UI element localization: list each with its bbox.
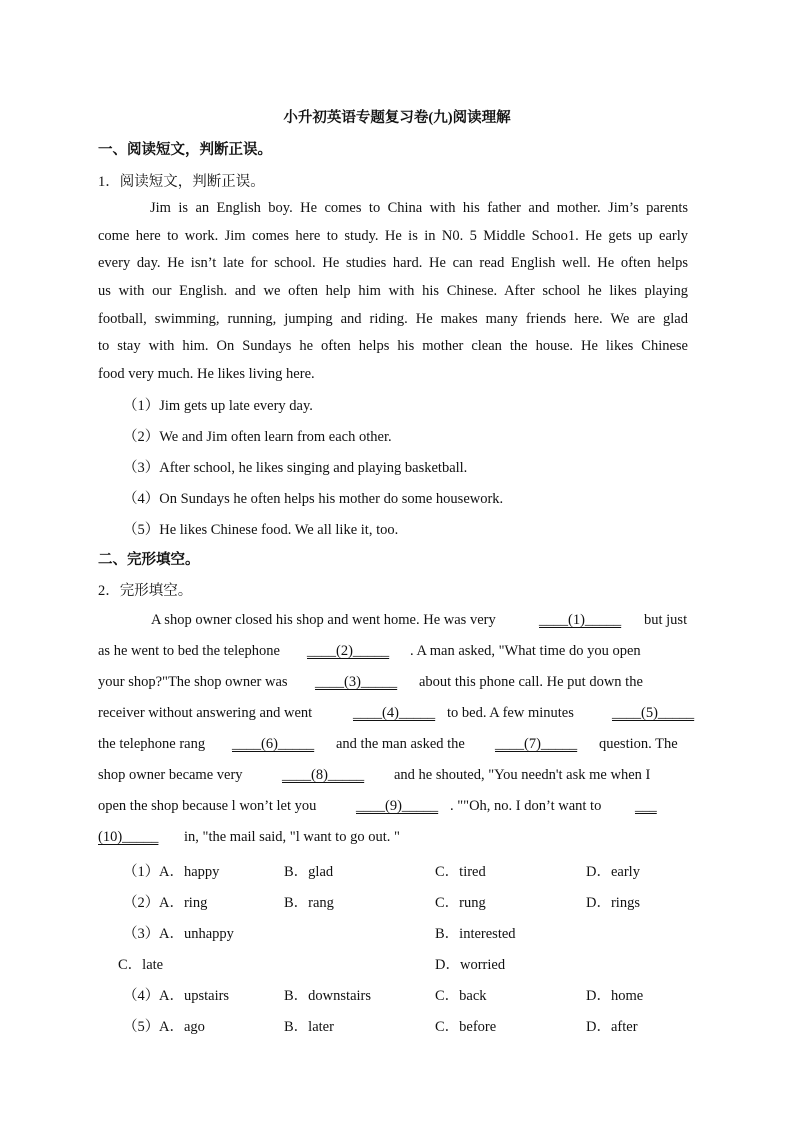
cloze-blank-2: ____(2)_____ [307, 643, 390, 659]
cloze-line [98, 827, 696, 847]
cloze-text: receiver without answering and went [98, 705, 313, 721]
cloze-text: in, "the mail said, "l want to go out. " [184, 829, 400, 845]
option-d: D．rings [586, 895, 640, 911]
passage-line: to stay with him. On Sundays he often helps his mother clean the house. He likes Chinese [98, 338, 688, 354]
option-number: （5） [123, 1019, 160, 1035]
option-c: C．late [118, 957, 164, 973]
cloze-line [98, 672, 696, 692]
option-d: D．early [586, 864, 640, 880]
cloze-text: your shop?"The shop owner was [98, 674, 288, 690]
cloze-text: . A man asked, "What time do you open [410, 643, 641, 659]
option-c: C．rung [435, 895, 486, 911]
cloze-text: open the shop because l won’t let you [98, 798, 317, 814]
option-b: B．glad [284, 864, 334, 880]
option-d: D．worried [435, 957, 506, 973]
passage-line: us with our English. and we often help him with his Chinese. After school he likes playing [98, 283, 688, 299]
cloze-line [98, 765, 696, 785]
option-d: D．home [586, 988, 644, 1004]
section-1-heading: 一、阅读短文，判断正误。 [98, 142, 272, 158]
cloze-blank-6: ____(6)_____ [232, 736, 315, 752]
cloze-text: to bed. A few minutes [447, 705, 574, 721]
cloze-text: and he shouted, "You needn't ask me when I [394, 767, 651, 783]
statement-2: （2）We and Jim often learn from each other. [123, 429, 392, 445]
cloze-text: . ""Oh, no. I don’t want to [450, 798, 602, 814]
statement-4: （4）On Sundays he often helps his mother do some housework. [123, 491, 504, 507]
cloze-text: and the man asked the [336, 736, 465, 752]
passage-line: come here to work. Jim comes here to study. He is in N0. 5 Middle Schoo1. He gets up early [98, 228, 688, 244]
cloze-blank-7: ____(7)_____ [495, 736, 578, 752]
option-b: B．downstairs [284, 988, 371, 1004]
cloze-blank-5: ____(5)_____ [612, 705, 695, 721]
option-b: B．later [284, 1019, 334, 1035]
cloze-text: but just [644, 612, 688, 628]
option-a: A．ago [159, 1019, 205, 1035]
option-b: B．rang [284, 895, 334, 911]
option-number: （1） [123, 864, 160, 880]
option-a: A．upstairs [159, 988, 230, 1004]
passage-line: Jim is an English boy. He comes to China with his father and mother. Jim’s parents [150, 200, 688, 216]
cloze-text: question. The [599, 736, 678, 752]
cloze-blank-8: ____(8)_____ [282, 767, 365, 783]
cloze-line [98, 641, 696, 661]
cloze-line [98, 796, 696, 816]
cloze-blank-9: ____(9)_____ [356, 798, 439, 814]
question-1-label: 1．阅读短文，判断正误。 [98, 174, 265, 190]
question-2-label: 2．完形填空。 [98, 583, 193, 599]
page-title: 小升初英语专题复习卷(九)阅读理解 [283, 110, 511, 126]
option-c: C．before [435, 1019, 497, 1035]
option-a: A．unhappy [159, 926, 234, 942]
passage-line: every day. He isn’t late for school. He studies hard. He can read English well. He often helps [98, 255, 688, 271]
cloze-line [98, 734, 696, 754]
statement-3: （3）After school, he likes singing and playing basketball. [123, 460, 468, 476]
cloze-text: A shop owner closed his shop and went home. He was very [151, 612, 496, 628]
option-c: C．tired [435, 864, 486, 880]
cloze-blank-3: ____(3)_____ [315, 674, 398, 690]
cloze-blank-1: ____(1)_____ [539, 612, 622, 628]
cloze-text: the telephone rang [98, 736, 206, 752]
cloze-line [98, 703, 696, 723]
option-c: C．back [435, 988, 487, 1004]
statement-5: （5）He likes Chinese food. We all like it, too. [123, 522, 399, 538]
statement-1: （1）Jim gets up late every day. [123, 398, 313, 414]
section-2-heading: 二、完形填空。 [98, 552, 200, 568]
option-number: （2） [123, 895, 160, 911]
option-b: B．interested [435, 926, 516, 942]
cloze-text: about this phone call. He put down the [419, 674, 643, 690]
passage-line: football, swimming, running, jumping and riding. He makes many friends here. We are glad [98, 311, 688, 327]
cloze-text: shop owner became very [98, 767, 243, 783]
cloze-blank-4: ____(4)_____ [353, 705, 436, 721]
cloze-line [98, 610, 696, 630]
cloze-text: as he went to bed the telephone [98, 643, 280, 659]
option-d: D．after [586, 1019, 638, 1035]
option-a: A．happy [159, 864, 220, 880]
passage-line: food very much. He likes living here. [98, 366, 315, 382]
cloze-blank-10: (10)_____ [98, 829, 159, 845]
option-number: （3） [123, 926, 160, 942]
option-number: （4） [123, 988, 160, 1004]
cloze-blank-10-start: ___ [635, 798, 657, 814]
option-a: A．ring [159, 895, 208, 911]
